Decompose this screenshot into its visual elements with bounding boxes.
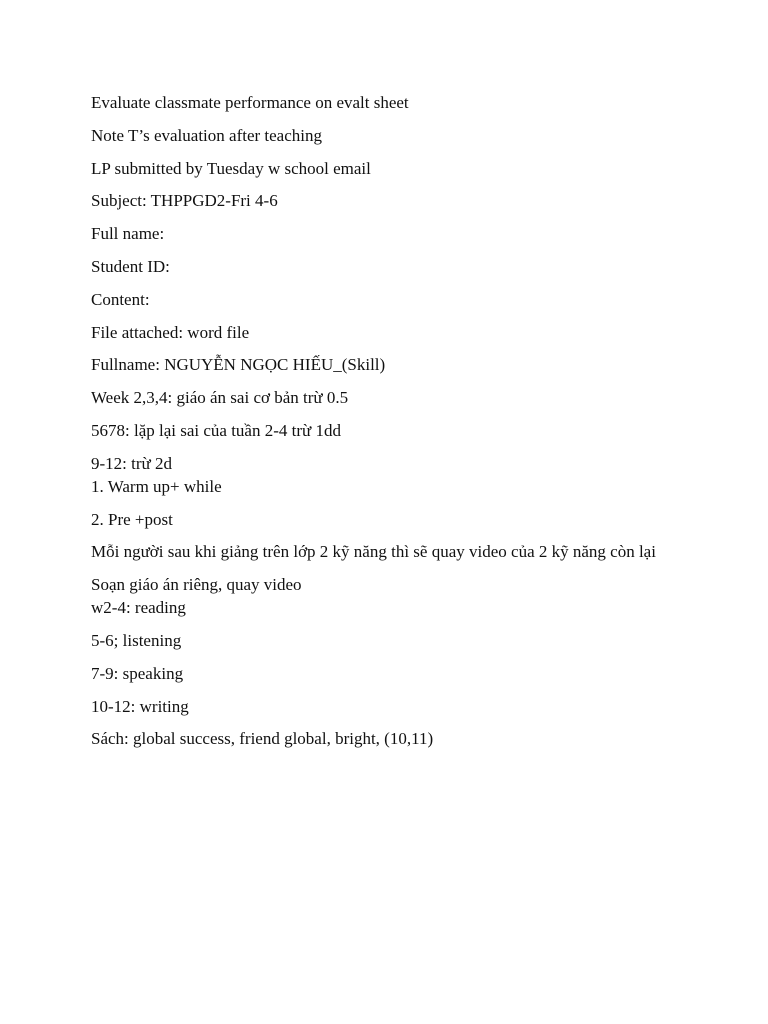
text-line: Soạn giáo án riêng, quay video — [91, 575, 302, 595]
text-line: File attached: word file — [91, 322, 250, 342]
text-line: 5-6; listening — [91, 630, 182, 650]
text-line: Fullname: NGUYỄN NGỌC HIẾU_(Skill) — [91, 355, 386, 375]
text-line: 7-9: speaking — [91, 663, 184, 683]
text-line: Week 2,3,4: giáo án sai cơ bản trừ 0.5 — [91, 388, 349, 408]
text-line: Sách: global success, friend global, bright, (10,11) — [91, 729, 434, 749]
text-line: Evaluate classmate performance on evalt sheet — [91, 93, 409, 112]
text-line: Subject: THPPGD2-Fri 4-6 — [91, 191, 278, 211]
text-line: Student ID: — [91, 256, 170, 276]
document-body — [91, 92, 751, 750]
text-line: w2-4: reading — [91, 598, 186, 618]
text-line: LP submitted by Tuesday w school email — [91, 158, 371, 178]
text-line: 2. Pre +post — [91, 509, 173, 529]
text-line: 10-12: writing — [91, 696, 189, 716]
text-line: 9-12: trừ 2d — [91, 453, 172, 473]
text-line: Mỗi người sau khi giảng trên lớp 2 kỹ năng thì sẽ quay video của 2 kỹ năng còn lại — [91, 542, 656, 562]
text-line: Content: — [91, 289, 150, 309]
text-line: 1. Warm up+ while — [91, 476, 222, 496]
text-line: 5678: lặp lại sai của tuần 2-4 trừ 1dd — [91, 420, 341, 440]
text-line: Full name: — [91, 224, 165, 244]
text-line: Note T’s evaluation after teaching — [91, 125, 322, 145]
